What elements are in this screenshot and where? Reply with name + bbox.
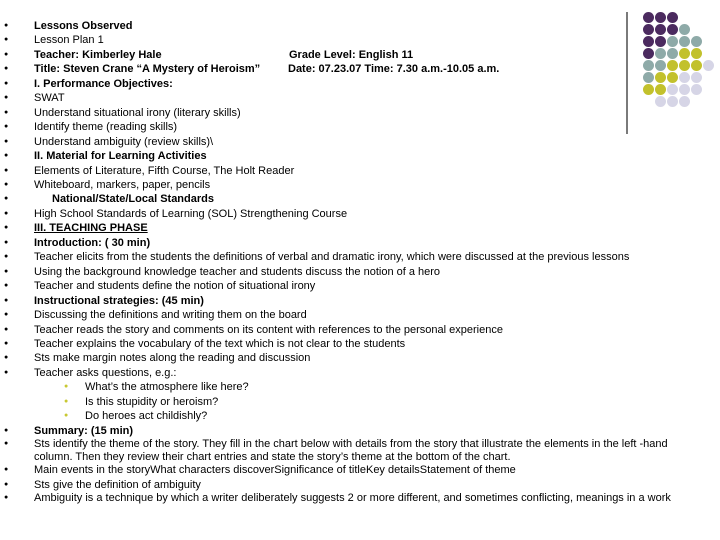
section-heading: II. Material for Learning Activities (34, 150, 207, 163)
sub-list-item: ● Is this stupidity or heroism? (0, 395, 700, 409)
lessons-observed-heading: Lessons Observed (34, 20, 133, 32)
list-item: ● Ambiguity is a technique by which a writer deliberately suggests 2 or more different, and sometimes conflicting, meanings in a work (0, 492, 700, 505)
list-item (0, 424, 700, 438)
list-item: ● SWAT (0, 91, 700, 105)
section-heading: Introduction: ( 30 min) (34, 236, 151, 249)
list-item: ● Sts identify the theme of the story. They fill in the chart below with details from the story that illustrate the elements in the left -hand column. Then they review their chart entries and state the story’s theme at the bottom of the chart. (0, 438, 700, 463)
list-item: ● High School Standards of Learning (SOL) Strengthening Course (0, 207, 700, 221)
list-item (0, 192, 700, 206)
section-heading: National/State/Local Standards (52, 193, 214, 206)
list-item: ● Teacher elicits from the students the definitions of verbal and dramatic irony, which were discussed at the previous lessons (0, 250, 700, 264)
lesson-title: Title: Steven Crane “A Mystery of Heroism” (34, 63, 261, 76)
list-item: ● Sts make margin notes along the reading and discussion (0, 351, 700, 365)
sub-list-item: ● Do heroes act childishly? (0, 409, 700, 423)
list-item: ● Understand situational irony (literary skills) (0, 106, 700, 120)
section-heading: III. TEACHING PHASE (34, 222, 148, 235)
list-item (0, 19, 700, 33)
section-heading: I. Performance Objectives: (34, 77, 173, 90)
dot-lavender (703, 60, 714, 71)
list-item (0, 149, 700, 163)
teacher-name: Teacher: Kimberley Hale (34, 48, 162, 61)
list-item: ● Elements of Literature, Fifth Course, The Holt Reader (0, 164, 700, 178)
list-item (0, 77, 700, 91)
list-item: ● Understand ambiguity (review skills)\ (0, 135, 700, 149)
list-item (0, 236, 700, 250)
list-item: ● Main events in the storyWhat characters discoverSignificance of titleKey detailsStatement of theme (0, 463, 700, 477)
list-item (0, 294, 700, 308)
grade-level: Grade Level: English 11 (289, 48, 414, 61)
list-item: ● Teacher explains the vocabulary of the text which is not clear to the students (0, 337, 700, 351)
list-item: ● Teacher and students define the notion of situational irony (0, 279, 700, 293)
list-item: ● Whiteboard, markers, paper, pencils (0, 178, 700, 192)
section-heading: Instructional strategies: (45 min) (34, 294, 204, 307)
list-item (0, 221, 700, 235)
list-item (0, 62, 700, 76)
list-item: ● Identify theme (reading skills) (0, 120, 700, 134)
list-item: ● Sts give the definition of ambiguity (0, 478, 700, 492)
list-item: ● Discussing the definitions and writing them on the board (0, 308, 700, 322)
list-item: ● Teacher asks questions, e.g.: (0, 366, 700, 380)
date-time: Date: 07.23.07 Time: 7.30 a.m.-10.05 a.m. (288, 63, 500, 76)
list-item (0, 48, 700, 62)
list-item: ● Teacher reads the story and comments on its content with references to the personal experience (0, 323, 700, 337)
lesson-plan-list (0, 19, 700, 505)
section-heading: Summary: (15 min) (34, 424, 134, 437)
sub-list-item: ● What’s the atmosphere like here? (0, 380, 700, 394)
list-item: ● Lesson Plan 1 (0, 33, 700, 47)
list-item: ● Using the background knowledge teacher and students discuss the notion of a hero (0, 265, 700, 279)
